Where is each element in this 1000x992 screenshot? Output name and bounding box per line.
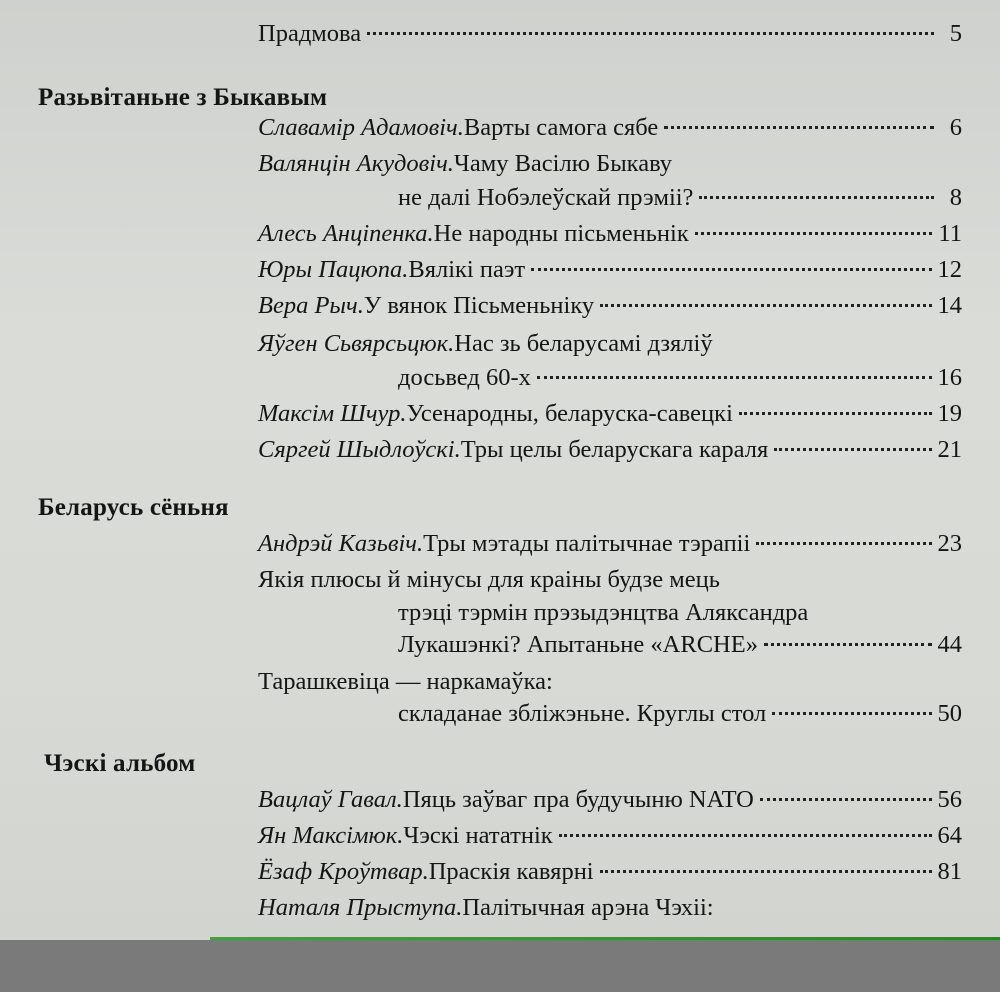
entry-author: Валянцін Акудовіч. <box>258 150 454 177</box>
entry-title: Тры целы беларускага караля <box>460 436 769 463</box>
page-number: 56 <box>937 786 962 813</box>
entry-title: Не народны пісьменьнік <box>433 220 689 247</box>
entry-title: Нас зь беларусамі дзяліў <box>454 330 713 357</box>
leader-dots <box>367 32 934 35</box>
entry-author: Андрэй Казьвіч. <box>258 530 424 557</box>
page-number: 11 <box>938 220 962 247</box>
entry-title: Палітычная арэна Чэхіі: <box>462 894 714 921</box>
toc-entry[interactable] <box>258 330 962 366</box>
bottom-gray-band <box>0 940 1000 992</box>
entry-author: Алесь Анціпенка. <box>258 220 434 247</box>
entry-title: Праскія кавярні <box>428 858 594 885</box>
entry-title: Тарашкевіца — наркамаўка: <box>258 668 553 695</box>
leader-dots <box>537 376 932 379</box>
entry-author: Яўген Сьвярсьцюк. <box>258 330 455 357</box>
toc-entry[interactable] <box>258 292 962 328</box>
toc-entry[interactable] <box>258 256 962 292</box>
page-number: 12 <box>937 256 962 283</box>
entry-title-cont: Лукашэнкі? Апытаньне «ARCHE» <box>398 631 758 658</box>
toc-entry[interactable] <box>258 858 962 894</box>
toc-entry-continuation[interactable] <box>398 184 962 220</box>
toc-entry[interactable] <box>258 668 962 704</box>
entry-author: Максім Шчур. <box>258 400 407 427</box>
leader-dots <box>760 798 932 801</box>
entry-title-cont: досьвед 60-х <box>398 364 531 391</box>
toc-entry[interactable] <box>258 220 962 256</box>
leader-dots <box>764 643 932 646</box>
toc-entry[interactable] <box>258 114 962 150</box>
entry-author: Ёзаф Кроўтвар. <box>258 858 429 885</box>
entry-author: Ян Максімюк. <box>258 822 404 849</box>
entry-title: Чаму Васілю Быкаву <box>453 150 673 177</box>
entry-author: Сяргей Шыдлоўскі. <box>258 436 461 463</box>
entry-title: Варты самога сябе <box>463 114 659 141</box>
leader-dots <box>600 870 932 873</box>
toc-entry[interactable] <box>258 436 962 472</box>
entry-title: Прадмова <box>258 20 362 47</box>
toc-entry[interactable] <box>258 150 962 186</box>
toc-entry[interactable] <box>258 530 962 566</box>
page-number: 6 <box>949 114 962 141</box>
section-heading: Разьвітаньне з Быкавым <box>38 84 328 111</box>
page-number: 44 <box>937 631 962 658</box>
entry-title: Якія плюсы й мінусы для краіны будзе мець <box>258 566 720 593</box>
leader-dots <box>739 412 932 415</box>
toc-entry-continuation[interactable] <box>398 599 962 635</box>
page-number: 16 <box>937 364 962 391</box>
leader-dots <box>772 712 931 715</box>
page-number: 8 <box>949 184 962 211</box>
toc-entry[interactable] <box>258 894 962 930</box>
entry-author: Славамір Адамовіч. <box>258 114 464 141</box>
entry-title: У вянок Пісьменьніку <box>363 292 595 319</box>
leader-dots <box>664 126 934 129</box>
entry-title: Пяць заўваг пра будучыню NATO <box>402 786 754 813</box>
page-number: 23 <box>937 530 962 557</box>
page-number: 14 <box>937 292 962 319</box>
toc-entry-continuation[interactable] <box>398 364 962 400</box>
entry-author: Вацлаў Гавал. <box>258 786 403 813</box>
entry-author: Юры Пацюпа. <box>258 256 409 283</box>
entry-title: Вялікі паэт <box>408 256 526 283</box>
entry-title-cont: не далі Нобэлеўскай прэміі? <box>398 184 694 211</box>
entry-title: Тры мэтады палітычнае тэрапіі <box>423 530 751 557</box>
page-number: 5 <box>949 20 962 47</box>
page-number: 19 <box>937 400 962 427</box>
entry-author: Вера Рыч. <box>258 292 364 319</box>
entry-title-cont: трэці тэрмін прэзыдэнцтва Аляксандра <box>398 599 809 626</box>
entry-title-cont: складанае збліжэньне. Круглы стол <box>398 700 767 727</box>
page-number: 64 <box>937 822 962 849</box>
toc-entry-intro[interactable] <box>258 20 962 56</box>
leader-dots <box>699 196 934 199</box>
leader-dots <box>695 232 933 235</box>
section-heading: Чэскі альбом <box>44 750 196 777</box>
toc-entry[interactable] <box>258 822 962 858</box>
section-heading: Беларусь сёньня <box>38 494 229 521</box>
toc-entry[interactable] <box>258 786 962 822</box>
leader-dots <box>600 304 931 307</box>
entry-title: Усенародны, беларуска-савецкі <box>406 400 733 427</box>
toc-entry[interactable] <box>258 566 962 602</box>
leader-dots <box>559 834 932 837</box>
toc-entry[interactable] <box>258 400 962 436</box>
entry-author: Наталя Прыступа. <box>258 894 463 921</box>
page-number: 81 <box>937 858 962 885</box>
entry-title: Чэскі нататнік <box>403 822 553 849</box>
toc-entry-continuation[interactable] <box>398 700 962 736</box>
leader-dots <box>774 448 931 451</box>
page-number: 21 <box>937 436 962 463</box>
leader-dots <box>531 268 931 271</box>
toc-entry-continuation[interactable] <box>398 631 962 667</box>
page-number: 50 <box>937 700 962 727</box>
leader-dots <box>756 542 931 545</box>
